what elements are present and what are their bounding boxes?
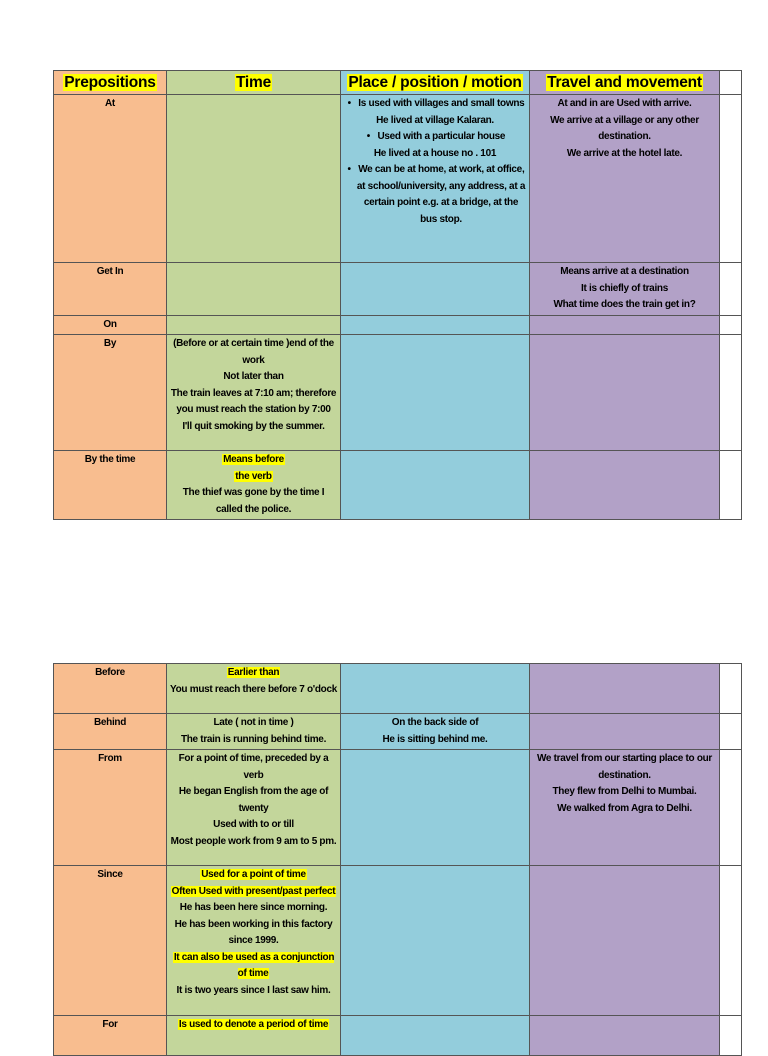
bullet-icon: • (347, 98, 359, 109)
place-text: He lived at village Kalaran. (376, 114, 494, 126)
time-line (169, 1017, 338, 1034)
place-text: On the back side of (391, 717, 479, 728)
preposition-cell (54, 335, 167, 451)
header-travel: Travel and movement (530, 71, 720, 95)
time-text: Often Used with present/past perfect (171, 885, 336, 897)
travel-text: At and in are Used with arrive. (557, 98, 692, 109)
table-row (54, 451, 742, 520)
place-text: Used with a particular house (377, 131, 506, 142)
travel-cell (530, 451, 720, 520)
place-cell (341, 750, 530, 866)
blank-cell (720, 95, 742, 263)
time-cell (167, 451, 341, 520)
blank-cell (720, 451, 742, 520)
travel-line (532, 113, 717, 146)
preposition-cell (54, 1016, 167, 1056)
time-text: Is used to denote a period of time (178, 1019, 329, 1030)
travel-cell (530, 315, 720, 335)
time-text: Not later than (223, 371, 284, 382)
header-prepositions: Prepositions (54, 71, 167, 95)
preposition-label: By (103, 338, 117, 349)
time-line (169, 419, 338, 436)
travel-cell (530, 750, 720, 866)
place-text: He is sitting behind me. (382, 733, 488, 745)
time-cell (167, 714, 341, 750)
travel-cell (530, 714, 720, 750)
header-place: Place / position / motion (341, 71, 530, 95)
preposition-label: Get In (96, 266, 124, 277)
travel-text: We arrive at a village or any other destination. (550, 114, 699, 142)
time-cell (167, 866, 341, 1016)
travel-line (532, 751, 717, 784)
travel-line (532, 801, 717, 818)
example-line (343, 146, 527, 163)
place-cell (341, 263, 530, 316)
time-cell (167, 263, 341, 316)
time-line (169, 732, 338, 749)
time-text: The thief was gone by the time I called the police. (182, 487, 325, 515)
time-line (169, 469, 338, 486)
travel-text: We travel from our starting place to our destination. (536, 753, 713, 781)
time-text: I'll quit smoking by the summer. (182, 420, 325, 432)
place-text: He lived at a house no . 101 (373, 147, 497, 159)
time-text: He has been here since morning. (179, 902, 328, 913)
travel-cell (530, 95, 720, 263)
preposition-cell (54, 714, 167, 750)
example-line (343, 113, 527, 130)
preposition-cell (54, 451, 167, 520)
table-row (54, 315, 742, 335)
time-text: Most people work from 9 am to 5 pm. (170, 835, 337, 847)
time-line (169, 751, 338, 784)
time-text: It can also be used as a conjunction of time (173, 951, 335, 979)
time-text: He has been working in this factory since 1999. (174, 918, 333, 946)
time-line (169, 900, 338, 917)
time-text: Means before (223, 454, 284, 465)
time-cell (167, 335, 341, 451)
travel-text: Means arrive at a destination (560, 266, 689, 277)
bullet-icon: • (347, 164, 359, 175)
time-cell (167, 750, 341, 866)
place-cell (341, 866, 530, 1016)
table-row (54, 866, 742, 1016)
blank-cell (720, 664, 742, 714)
travel-line (532, 146, 717, 163)
place-text: We can be at home, at work, at office, at school/university, any address, at a certain point e.g. at a bridge, at the bus stop. (356, 164, 526, 225)
place-line (343, 732, 527, 749)
time-cell (167, 95, 341, 263)
blank-cell (720, 315, 742, 335)
preposition-label: Behind (93, 717, 127, 728)
place-cell (341, 95, 530, 263)
time-line (169, 682, 338, 699)
prepositions-table-2 (53, 663, 742, 1056)
header-time: Time (167, 71, 341, 95)
preposition-cell (54, 664, 167, 714)
travel-text: We arrive at the hotel late. (566, 147, 683, 159)
preposition-label: On (103, 318, 117, 330)
table-row (54, 750, 742, 866)
time-line (169, 485, 338, 518)
table-row (54, 95, 742, 263)
travel-line (532, 264, 717, 281)
blank-cell (720, 866, 742, 1016)
blank-cell (720, 335, 742, 451)
place-cell (341, 714, 530, 750)
blank-cell (720, 263, 742, 316)
travel-text: They flew from Delhi to Mumbai. (552, 786, 697, 797)
travel-cell (530, 335, 720, 451)
time-text: It is two years since I last saw him. (176, 984, 331, 996)
travel-line (532, 297, 717, 314)
time-line (169, 950, 338, 983)
time-text: Earlier than (227, 667, 280, 678)
time-line (169, 665, 338, 682)
time-cell (167, 315, 341, 335)
preposition-cell (54, 263, 167, 316)
time-text: He began English from the age of twenty (178, 786, 329, 814)
table-row (54, 714, 742, 750)
time-line (169, 917, 338, 950)
preposition-label: Since (97, 869, 123, 880)
preposition-label: At (105, 98, 115, 109)
bullet-icon: • (366, 131, 378, 142)
time-text: Used for a point of time (201, 869, 306, 880)
travel-text: What time does the train get in? (553, 299, 696, 310)
travel-line (532, 784, 717, 801)
header-blank (720, 71, 742, 95)
time-cell (167, 664, 341, 714)
table-row (54, 1016, 742, 1056)
table-row (54, 335, 742, 451)
travel-text: We walked from Agra to Delhi. (557, 802, 692, 814)
preposition-cell (54, 315, 167, 335)
table-row (54, 664, 742, 714)
time-line (169, 784, 338, 817)
prepositions-table-1 (53, 70, 742, 520)
preposition-label: From (98, 753, 122, 764)
time-text: The train leaves at 7:10 am; therefore you must reach the station by 7:00 (170, 387, 337, 415)
table-row (54, 263, 742, 316)
time-line (169, 867, 338, 884)
time-line (169, 336, 338, 369)
time-cell (167, 1016, 341, 1056)
place-text: Is used with villages and small towns (358, 98, 525, 109)
travel-line (532, 281, 717, 298)
place-cell (341, 335, 530, 451)
preposition-cell (54, 95, 167, 263)
place-cell (341, 664, 530, 714)
preposition-label: By the time (84, 454, 136, 465)
blank-cell (720, 750, 742, 866)
bullet-item (343, 96, 527, 113)
time-text: the verb (235, 470, 272, 482)
travel-line (532, 96, 717, 113)
travel-text: It is chiefly of trains (580, 282, 668, 294)
blank-cell (720, 714, 742, 750)
travel-cell (530, 263, 720, 316)
time-text: Used with to or till (213, 819, 294, 830)
time-line (169, 884, 338, 901)
time-line (169, 715, 338, 732)
time-line (169, 834, 338, 851)
bullet-item (343, 129, 527, 146)
time-text: (Before or at certain time )end of the work (173, 338, 334, 366)
time-text: Late ( not in time ) (213, 717, 294, 728)
travel-cell (530, 1016, 720, 1056)
place-cell (341, 451, 530, 520)
place-line (343, 715, 527, 732)
time-line (169, 452, 338, 469)
preposition-label: Before (95, 667, 125, 678)
time-text: The train is running behind time. (180, 733, 327, 745)
time-text: You must reach there before 7 o'dock (170, 683, 337, 695)
time-line (169, 386, 338, 419)
time-line (169, 983, 338, 1000)
time-line (169, 369, 338, 386)
place-cell (341, 315, 530, 335)
preposition-cell (54, 866, 167, 1016)
bullet-item (343, 162, 527, 228)
place-cell (341, 1016, 530, 1056)
travel-cell (530, 866, 720, 1016)
travel-cell (530, 664, 720, 714)
time-text: For a point of time, preceded by a verb (178, 753, 329, 781)
preposition-cell (54, 750, 167, 866)
time-line (169, 817, 338, 834)
preposition-label: For (102, 1019, 118, 1030)
blank-cell (720, 1016, 742, 1056)
